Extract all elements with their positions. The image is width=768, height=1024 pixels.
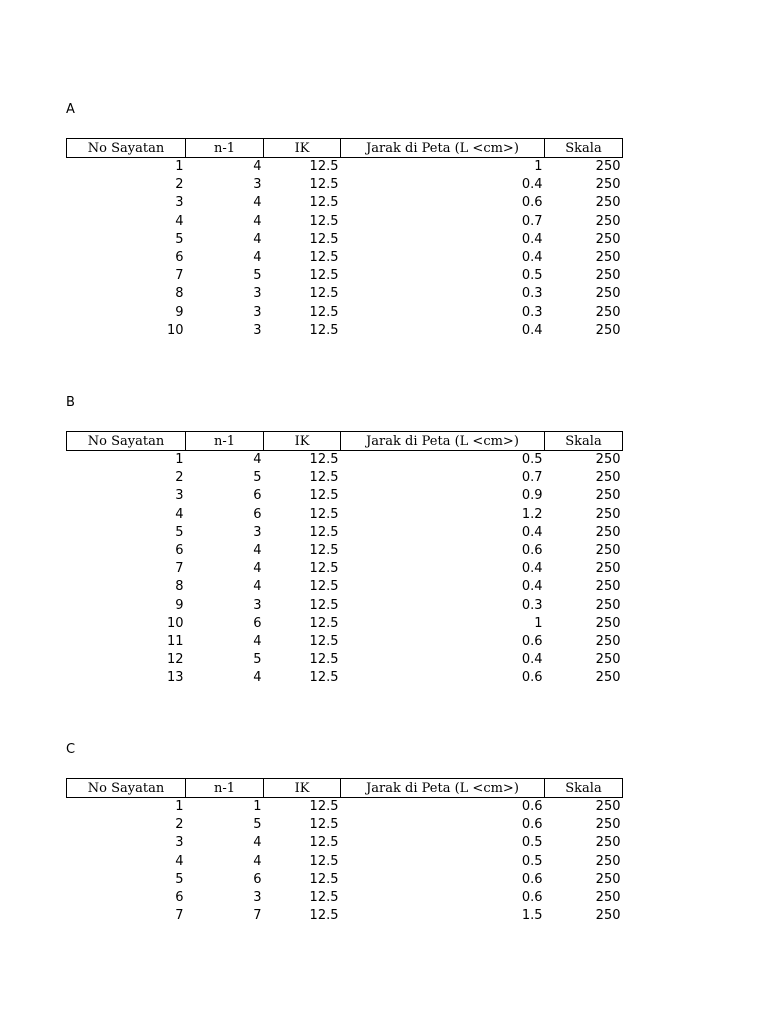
table-row: [67, 469, 623, 487]
cell-skala: 250: [595, 835, 621, 851]
cell-n-1: 4: [253, 853, 262, 869]
table-row: [67, 487, 623, 505]
cell-jarak: 0.6: [521, 543, 543, 559]
cell-no-sayatan: 4: [175, 506, 184, 522]
table-row: [67, 213, 623, 231]
table-body: [67, 798, 623, 926]
cell-jarak: 0.3: [521, 286, 543, 302]
cell-n-1: 6: [253, 615, 262, 631]
column-header-skala: Skala: [545, 779, 623, 798]
cell-jarak: 0.6: [521, 890, 543, 906]
cell-n-1: 4: [253, 452, 262, 468]
table-row: [67, 907, 623, 925]
table-row: [67, 578, 623, 596]
cell-skala: 250: [595, 322, 621, 338]
cell-skala: 250: [595, 524, 621, 540]
cell-jarak: 0.5: [521, 452, 543, 468]
table-row: [67, 871, 623, 889]
cell-skala: 250: [595, 304, 621, 320]
cell-skala: 250: [595, 615, 621, 631]
cell-ik: 12.5: [309, 524, 339, 540]
cell-ik: 12.5: [309, 890, 339, 906]
cell-no-sayatan: 9: [175, 597, 184, 613]
cell-no-sayatan: 11: [166, 633, 184, 649]
cell-n-1: 4: [253, 543, 262, 559]
cell-jarak: 0.6: [521, 670, 543, 686]
cell-jarak: 1.5: [521, 908, 543, 924]
cell-no-sayatan: 4: [175, 213, 184, 229]
cell-skala: 250: [595, 561, 621, 577]
table-row: [67, 506, 623, 524]
cell-ik: 12.5: [309, 304, 339, 320]
cell-ik: 12.5: [309, 213, 339, 229]
cell-jarak: 0.7: [521, 213, 543, 229]
cell-n-1: 6: [253, 871, 262, 887]
cell-jarak: 0.4: [521, 322, 543, 338]
cell-ik: 12.5: [309, 871, 339, 887]
cell-n-1: 4: [253, 195, 262, 211]
cell-jarak: 0.4: [521, 250, 543, 266]
data-table: [66, 138, 623, 340]
cell-jarak: 1.2: [521, 506, 543, 522]
cell-jarak: 0.4: [521, 177, 543, 193]
cell-n-1: 3: [253, 322, 262, 338]
cell-ik: 12.5: [309, 835, 339, 851]
cell-jarak: 0.5: [521, 268, 543, 284]
cell-ik: 12.5: [309, 652, 339, 668]
cell-skala: 250: [595, 470, 621, 486]
cell-jarak: 0.6: [521, 633, 543, 649]
column-header-no-sayatan: No Sayatan: [67, 779, 186, 798]
cell-ik: 12.5: [309, 250, 339, 266]
cell-skala: 250: [595, 890, 621, 906]
cell-ik: 12.5: [309, 597, 339, 613]
cell-skala: 250: [595, 159, 621, 175]
column-header-ik: IK: [264, 139, 341, 158]
cell-ik: 12.5: [309, 908, 339, 924]
cell-no-sayatan: 10: [166, 322, 184, 338]
table-row: [67, 304, 623, 322]
cell-n-1: 4: [253, 670, 262, 686]
section-label: B: [66, 395, 75, 410]
column-header-skala: Skala: [545, 432, 623, 451]
cell-skala: 250: [595, 506, 621, 522]
column-header-jarak: Jarak di Peta (L <cm>): [341, 779, 545, 798]
cell-no-sayatan: 7: [175, 908, 184, 924]
cell-n-1: 4: [253, 250, 262, 266]
cell-n-1: 5: [253, 268, 262, 284]
cell-skala: 250: [595, 543, 621, 559]
cell-skala: 250: [595, 579, 621, 595]
cell-n-1: 6: [253, 506, 262, 522]
cell-jarak: 0.6: [521, 817, 543, 833]
cell-ik: 12.5: [309, 543, 339, 559]
table-row: [67, 542, 623, 560]
table-row: [67, 231, 623, 249]
cell-no-sayatan: 8: [175, 286, 184, 302]
column-header-no-sayatan: No Sayatan: [67, 432, 186, 451]
cell-skala: 250: [595, 177, 621, 193]
table-row: [67, 176, 623, 194]
section-label: A: [66, 102, 75, 117]
table-row: [67, 633, 623, 651]
cell-n-1: 6: [253, 488, 262, 504]
cell-n-1: 4: [253, 835, 262, 851]
table-row: [67, 651, 623, 669]
table-row: [67, 194, 623, 212]
cell-jarak: 0.5: [521, 853, 543, 869]
cell-n-1: 5: [253, 817, 262, 833]
cell-ik: 12.5: [309, 561, 339, 577]
cell-jarak: 0.4: [521, 579, 543, 595]
cell-no-sayatan: 4: [175, 853, 184, 869]
table-row: [67, 816, 623, 834]
cell-ik: 12.5: [309, 322, 339, 338]
cell-n-1: 7: [253, 908, 262, 924]
cell-jarak: 0.6: [521, 871, 543, 887]
cell-skala: 250: [595, 652, 621, 668]
cell-jarak: 0.4: [521, 524, 543, 540]
cell-ik: 12.5: [309, 633, 339, 649]
cell-no-sayatan: 6: [175, 543, 184, 559]
cell-n-1: 3: [253, 286, 262, 302]
cell-jarak: 0.7: [521, 470, 543, 486]
cell-no-sayatan: 10: [166, 615, 184, 631]
cell-n-1: 1: [253, 799, 262, 815]
table-header-row: [67, 139, 623, 158]
table-row: [67, 249, 623, 267]
cell-no-sayatan: 1: [175, 159, 184, 175]
cell-ik: 12.5: [309, 817, 339, 833]
cell-skala: 250: [595, 488, 621, 504]
cell-no-sayatan: 6: [175, 250, 184, 266]
cell-skala: 250: [595, 597, 621, 613]
table-row: [67, 615, 623, 633]
table-row: [67, 669, 623, 687]
cell-no-sayatan: 5: [175, 231, 184, 247]
cell-ik: 12.5: [309, 615, 339, 631]
cell-no-sayatan: 1: [175, 799, 184, 815]
column-header-jarak: Jarak di Peta (L <cm>): [341, 432, 545, 451]
cell-ik: 12.5: [309, 579, 339, 595]
table-row: [67, 798, 623, 817]
column-header-n-1: n-1: [186, 432, 264, 451]
cell-n-1: 5: [253, 652, 262, 668]
cell-n-1: 4: [253, 579, 262, 595]
cell-ik: 12.5: [309, 452, 339, 468]
cell-n-1: 4: [253, 561, 262, 577]
cell-n-1: 5: [253, 470, 262, 486]
cell-no-sayatan: 7: [175, 268, 184, 284]
cell-skala: 250: [595, 817, 621, 833]
cell-jarak: 0.4: [521, 231, 543, 247]
cell-no-sayatan: 6: [175, 890, 184, 906]
table-row: [67, 267, 623, 285]
cell-n-1: 4: [253, 231, 262, 247]
table-row: [67, 853, 623, 871]
cell-jarak: 0.6: [521, 195, 543, 211]
table-row: [67, 322, 623, 340]
cell-ik: 12.5: [309, 231, 339, 247]
cell-no-sayatan: 5: [175, 524, 184, 540]
cell-n-1: 3: [253, 177, 262, 193]
cell-no-sayatan: 1: [175, 452, 184, 468]
column-header-jarak: Jarak di Peta (L <cm>): [341, 139, 545, 158]
column-header-no-sayatan: No Sayatan: [67, 139, 186, 158]
cell-ik: 12.5: [309, 268, 339, 284]
cell-skala: 250: [595, 633, 621, 649]
column-header-n-1: n-1: [186, 779, 264, 798]
table-row: [67, 285, 623, 303]
data-table: [66, 431, 623, 687]
cell-skala: 250: [595, 908, 621, 924]
cell-jarak: 0.5: [521, 835, 543, 851]
table-row: [67, 560, 623, 578]
cell-no-sayatan: 9: [175, 304, 184, 320]
cell-ik: 12.5: [309, 488, 339, 504]
cell-n-1: 4: [253, 633, 262, 649]
cell-n-1: 3: [253, 597, 262, 613]
cell-no-sayatan: 2: [175, 470, 184, 486]
column-header-skala: Skala: [545, 139, 623, 158]
cell-skala: 250: [595, 213, 621, 229]
cell-jarak: 0.3: [521, 597, 543, 613]
cell-no-sayatan: 5: [175, 871, 184, 887]
cell-ik: 12.5: [309, 177, 339, 193]
table-row: [67, 597, 623, 615]
cell-skala: 250: [595, 231, 621, 247]
table-row: [67, 451, 623, 470]
data-table: [66, 778, 623, 925]
cell-jarak: 1: [534, 615, 543, 631]
cell-ik: 12.5: [309, 799, 339, 815]
column-header-ik: IK: [264, 779, 341, 798]
cell-jarak: 1: [534, 159, 543, 175]
cell-skala: 250: [595, 799, 621, 815]
table-header-row: [67, 779, 623, 798]
cell-ik: 12.5: [309, 470, 339, 486]
cell-ik: 12.5: [309, 670, 339, 686]
cell-skala: 250: [595, 286, 621, 302]
cell-no-sayatan: 2: [175, 817, 184, 833]
cell-no-sayatan: 3: [175, 195, 184, 211]
table-body: [67, 158, 623, 340]
cell-n-1: 3: [253, 304, 262, 320]
cell-jarak: 0.9: [521, 488, 543, 504]
table-row: [67, 158, 623, 177]
cell-skala: 250: [595, 195, 621, 211]
cell-ik: 12.5: [309, 853, 339, 869]
cell-no-sayatan: 8: [175, 579, 184, 595]
cell-no-sayatan: 3: [175, 835, 184, 851]
cell-skala: 250: [595, 871, 621, 887]
cell-no-sayatan: 12: [166, 652, 184, 668]
cell-jarak: 0.3: [521, 304, 543, 320]
cell-n-1: 4: [253, 159, 262, 175]
cell-skala: 250: [595, 853, 621, 869]
cell-ik: 12.5: [309, 286, 339, 302]
cell-ik: 12.5: [309, 195, 339, 211]
table-row: [67, 889, 623, 907]
cell-n-1: 3: [253, 890, 262, 906]
table-row: [67, 834, 623, 852]
cell-skala: 250: [595, 452, 621, 468]
cell-no-sayatan: 13: [166, 670, 184, 686]
cell-skala: 250: [595, 268, 621, 284]
cell-no-sayatan: 7: [175, 561, 184, 577]
table-header-row: [67, 432, 623, 451]
cell-no-sayatan: 3: [175, 488, 184, 504]
column-header-n-1: n-1: [186, 139, 264, 158]
cell-skala: 250: [595, 670, 621, 686]
cell-jarak: 0.4: [521, 561, 543, 577]
cell-ik: 12.5: [309, 506, 339, 522]
cell-n-1: 3: [253, 524, 262, 540]
cell-jarak: 0.4: [521, 652, 543, 668]
cell-no-sayatan: 2: [175, 177, 184, 193]
column-header-ik: IK: [264, 432, 341, 451]
cell-n-1: 4: [253, 213, 262, 229]
cell-ik: 12.5: [309, 159, 339, 175]
table-row: [67, 524, 623, 542]
section-label: C: [66, 742, 76, 757]
cell-skala: 250: [595, 250, 621, 266]
cell-jarak: 0.6: [521, 799, 543, 815]
table-body: [67, 451, 623, 688]
